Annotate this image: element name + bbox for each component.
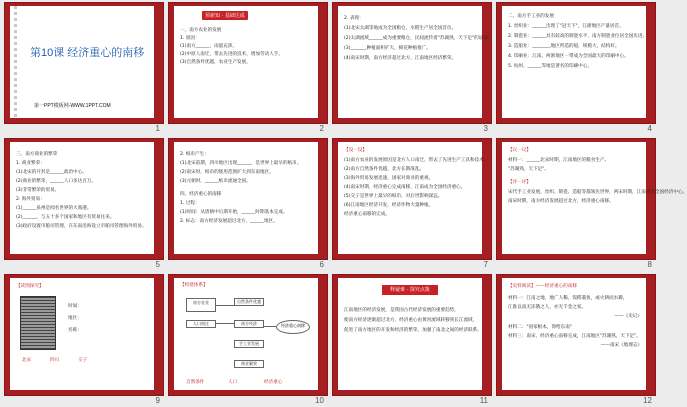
slide-number: 12 [643, 396, 652, 405]
text-line: 江淮以南无冻饿之人，亦无千金之家。 [508, 305, 587, 310]
answer: 经济重心 [264, 380, 283, 385]
text-line: (4)南宋时期，经济重心完成南移，江南成为全国经济重心。 [344, 185, 466, 190]
text-line: (1)北宋太湖等地成为全国粮仓，水稻生产居全国首位。 [344, 26, 457, 31]
connector-line [216, 305, 234, 306]
slide-thumbnail-7[interactable] [332, 138, 492, 269]
section-header: 释疑难 · 探究点拨 [382, 285, 438, 295]
section-header: 【读图探究】 [16, 284, 44, 289]
diagram-node: 商业繁荣 [234, 360, 264, 368]
text-line: (2)南宋时，纸币的使用范围扩大到东南地区。 [180, 170, 274, 175]
field-label: 名称： [68, 328, 82, 333]
section-header: 【史料阅读】——经济重心的南移 [508, 284, 577, 289]
slide-number: 5 [155, 260, 160, 269]
slide-thumbnail-grid [4, 2, 687, 405]
text-line: 一、南方农业的发展 [180, 28, 222, 33]
text-line: 1. 商业繁荣： [16, 161, 45, 166]
text-line: 2. 表现： [344, 16, 364, 21]
text-line: 宋代手工业发展，丝织、制瓷、造船等都领先世界，两宋时期，江南成为全国经济中心。 [508, 190, 687, 195]
field-label: 时间： [68, 304, 82, 309]
diagram-node: 南方经济 [234, 320, 264, 328]
text-line: ——南宋《地理志》 [600, 343, 642, 348]
text-line: 1. 过程： [180, 201, 200, 206]
text-line: "苏湖熟，天下足"。 [508, 167, 549, 172]
text-line: (6)江南地区经济开发，经济作物大量种植。 [344, 203, 434, 208]
text-line: (3)政府设置市舶司管理，在东南沿海设立市舶司管理海外贸易。 [16, 224, 147, 229]
connector-line [264, 326, 276, 327]
field-label: 地区： [68, 316, 82, 321]
slide-thumbnail-3[interactable] [332, 2, 492, 133]
text-line: 材料一：江南之地，地广人稀，饭稻羹鱼，或火耕而水耨， [508, 296, 628, 301]
text-line: (1)______泉州是闻名世界的大商港。 [16, 206, 92, 211]
text-line: 材料三：南宋，经济重心南移完成，江南地区"苏湖熟，天下足"。 [508, 334, 641, 339]
diagram-node: 经济重心南移 [276, 320, 310, 334]
text-line: 四、经济重心的南移 [180, 192, 222, 197]
text-line: 2. 海外贸易： [16, 197, 45, 202]
text-line: (5)交子是世界上最早的纸币，对后世影响深远。 [344, 194, 443, 199]
text-line: ——《史记》 [614, 314, 642, 319]
slide-number: 3 [483, 124, 488, 133]
text-line: 材料二："国家根本，仰给东南" [508, 325, 572, 330]
slide-thumbnail-6[interactable] [168, 138, 328, 269]
text-line: (1)北宋前期，四川地区出现______，是世界上最早的纸币。 [180, 161, 302, 166]
text-line: (1)南方农业的发展原因是北方人口南迁，带去了先进生产工具和技术。 [344, 158, 489, 163]
diagram-node: 南方农业 [186, 298, 216, 312]
text-line: (2)南方自然条件优越，北方长期战乱。 [344, 167, 425, 172]
text-line: (3)海外贸易发展迅速，国家对商业的重视。 [344, 176, 434, 181]
answer: 北宋 [22, 358, 32, 363]
slide-thumbnail-1[interactable] [4, 2, 164, 133]
slide-thumbnail-5[interactable] [4, 138, 164, 269]
text-line: 三、南方商业的繁荣 [16, 152, 58, 157]
slide-thumbnail-11[interactable] [332, 274, 492, 405]
diagram-node: 人口南迁 [186, 320, 216, 328]
slide-number: 10 [315, 396, 324, 405]
text-line: 5. 杭州、______等地是著名的印刷中心。 [508, 64, 592, 69]
slide-number: 11 [479, 396, 488, 405]
section-header: 【设一设】 [344, 148, 367, 153]
text-line: (2)太湖流域______成为重要粮仓，民间流传着"苏湖熟，天下足"的谚语。 [344, 36, 493, 41]
answer: 自然条件 [186, 380, 205, 385]
decorative-stripe [14, 6, 17, 118]
text-line: 2. 纸币产生： [180, 152, 209, 157]
section-header: 预新知 · 基础达成 [202, 11, 248, 20]
text-line: 使南方经济逐渐超过北方，经济重心由黄河流域转移到长江流域， [344, 318, 478, 323]
slide-thumbnail-8[interactable] [496, 138, 687, 269]
text-line: 促进了南方地区的开发和经济的繁荣，加强了南北之间的经济联系。 [344, 328, 482, 333]
slide-number: 9 [155, 396, 160, 405]
section-header: 【议一议】 [508, 148, 531, 153]
text-line: (4)南宋时期，南方经济超过北方，江南地区经济繁荣。 [344, 56, 457, 61]
answer: 人口 [228, 380, 238, 385]
slide-thumbnail-12[interactable] [496, 274, 656, 405]
slide-number: 7 [483, 260, 488, 269]
text-line: (3)自然条件优越，农业生产发展。 [180, 60, 251, 65]
jiaozi-image [20, 296, 56, 350]
text-line: (1)南方______，雨量充沛。 [180, 44, 238, 49]
section-header: 【构建体系】 [180, 283, 208, 288]
slide-number: 8 [647, 260, 652, 269]
text-line: (2)商业的繁荣，______人口多达百万。 [16, 179, 97, 184]
diagram-node: 自然条件优越 [234, 298, 264, 306]
text-line: (2)中原人南迁，带去先进的技术，增加劳动人手。 [180, 52, 283, 57]
text-line: 3. 造船业：________地区所造的船，规模大，结构好。 [508, 44, 620, 49]
text-line: (1)时间：从唐朝中后期开始，______时期基本完成。 [180, 210, 288, 215]
text-line: 江南地区的经济发展，是我国古代经济发展的重要趋势， [344, 308, 459, 313]
text-line: 经济重心南移的完成。 [344, 212, 390, 217]
text-line: 南宋时期，南方经济发展超过北方，经济重心南移。 [508, 199, 614, 204]
text-line: (3)_______种植面积扩大，棉花种植推广。 [344, 46, 431, 51]
text-line: (3)非常繁荣的贸易。 [16, 188, 60, 193]
slide-thumbnail-2[interactable] [168, 2, 328, 133]
text-line: 二、南方手工业的发展 [508, 14, 554, 19]
text-line: 2. 制瓷业：______具有较高的制瓷水平，南方制瓷业位居全国先进。 [508, 34, 648, 39]
slide-thumbnail-10[interactable] [168, 274, 328, 405]
text-line: 材料一：______北宋时期，江南地区的粮食生产。 [508, 158, 610, 163]
text-line: (1)北宋的开封是______政治中心。 [16, 170, 87, 175]
slide-number: 2 [319, 124, 324, 133]
slide-title: 第10课 经济重心的南移 [30, 47, 145, 59]
connector-line [216, 323, 234, 324]
answer: 交子 [78, 358, 88, 363]
slide-thumbnail-4[interactable] [496, 2, 656, 133]
text-line: 1. 丝织业：______出现了"冠天下"，江浙地区产量居首。 [508, 24, 624, 29]
slide-thumbnail-9[interactable] [4, 274, 164, 405]
text-line: 【评一评】 [508, 180, 531, 185]
text-line: (2)______，与五十多个国家和地区有贸易往来。 [16, 215, 115, 220]
text-line: 1. 原因： [180, 36, 200, 41]
diagram-node: 手工业发展 [234, 340, 264, 348]
text-line: 4. 印刷业：江南、两浙地区一带成为全国最大的印刷中心。 [508, 54, 629, 59]
text-line: 2. 标志：南方经济发展超过北方，______地区。 [180, 219, 278, 224]
text-line: (3)元朝时，______纸币流通全国。 [180, 179, 251, 184]
slide-number: 4 [647, 124, 652, 133]
slide-number: 1 [155, 124, 160, 133]
slide-link: 第一PPT模板网-WWW.1PPT.COM [34, 103, 111, 109]
answer: 四川 [50, 358, 60, 363]
slide-number: 6 [319, 260, 324, 269]
